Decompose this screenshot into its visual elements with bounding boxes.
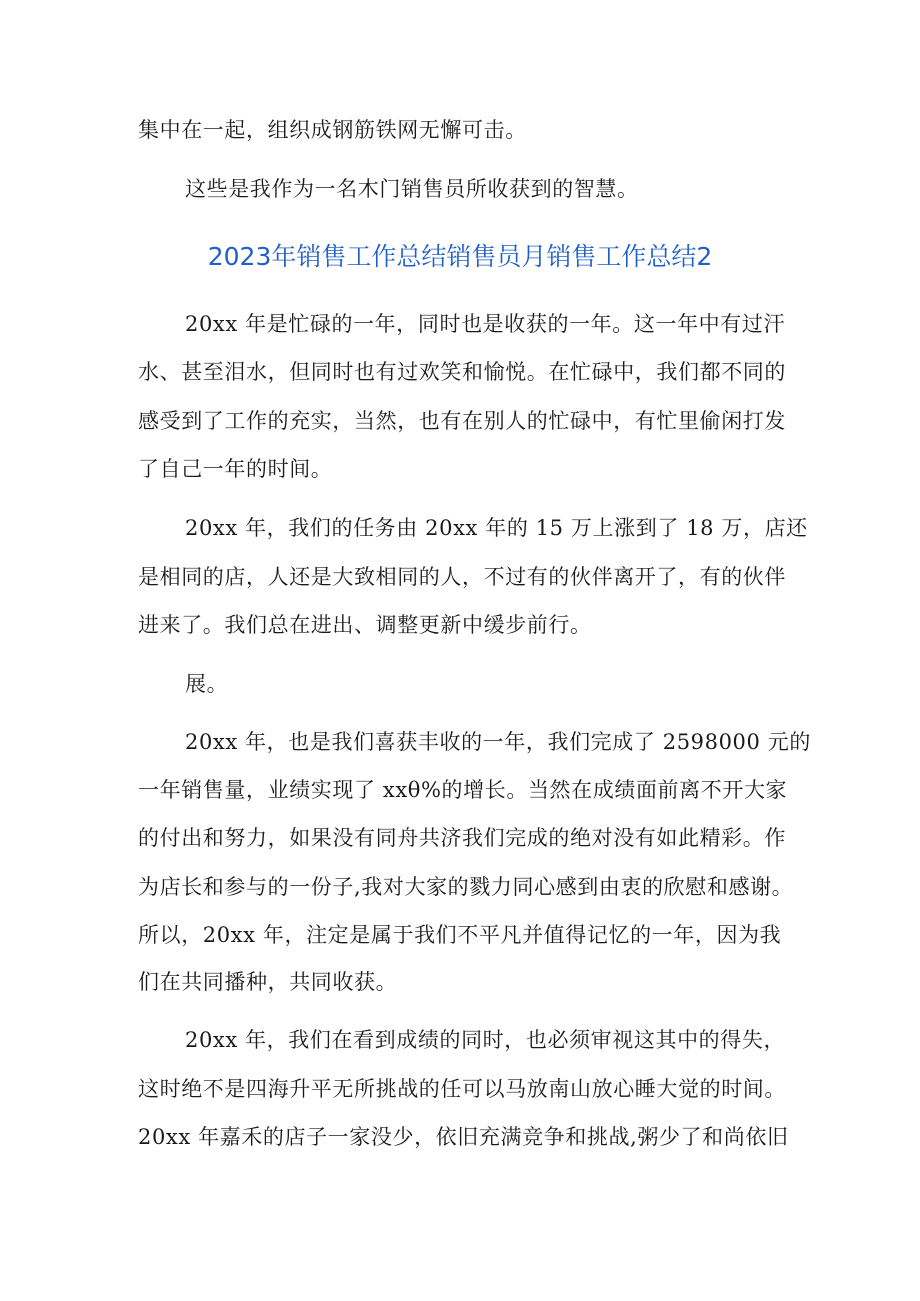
- paragraph-4-line: 一年销售量，业绩实现了 xxθ%的增长。当然在成绩面前离不开大家: [138, 778, 788, 802]
- paragraph-4-line: 的付出和努力，如果没有同舟共济我们完成的绝对没有如此精彩。作: [138, 826, 786, 850]
- paragraph-1-line: 水、甚至泪水，但同时也有过欢笑和愉悦。在忙碌中，我们都不同的: [138, 360, 786, 384]
- intro-line: 集中在一起，组织成钢筋铁网无懈可击。: [138, 118, 527, 142]
- paragraph-4-line: 为店长和参与的一份子,我对大家的戮力同心感到由衷的欣慰和感谢。: [138, 875, 794, 899]
- paragraph-2-line: 是相同的店，人还是大致相同的人，不过有的伙伴离开了，有的伙伴: [138, 565, 786, 589]
- paragraph-1-line: 感受到了工作的充实，当然，也有在别人的忙碌中，有忙里偷闲打发: [138, 409, 786, 433]
- paragraph-1-line: 了自己一年的时间。: [138, 457, 333, 481]
- paragraph-5-line: 20xx 年，我们在看到成绩的同时，也必须审视这其中的得失，: [185, 1028, 786, 1052]
- section-heading: 2023年销售工作总结销售员月销售工作总结2: [207, 242, 713, 271]
- paragraph-2-line: 20xx 年，我们的任务由 20xx 年的 15 万上涨到了 18 万，店还: [185, 516, 808, 540]
- paragraph-3-line: 展。: [185, 672, 229, 696]
- paragraph-5-line: 这时绝不是四海升平无所挑战的任可以马放南山放心睡大觉的时间。: [138, 1077, 786, 1101]
- paragraph-4-line: 20xx 年，也是我们喜获丰收的一年，我们完成了 2598000 元的: [185, 730, 811, 754]
- intro-line: 这些是我作为一名木门销售员所收获到的智慧。: [185, 177, 639, 201]
- paragraph-4-line: 所以，20xx 年，注定是属于我们不平凡并值得记忆的一年，因为我: [138, 923, 782, 947]
- paragraph-1-line: 20xx 年是忙碌的一年，同时也是收获的一年。这一年中有过汗: [185, 312, 786, 336]
- paragraph-4-line: 们在共同播种，共同收获。: [138, 970, 398, 994]
- paragraph-5-line: 20xx 年嘉禾的店子一家没少，依旧充满竞争和挑战,粥少了和尚依旧: [138, 1125, 789, 1149]
- paragraph-2-line: 进来了。我们总在进出、调整更新中缓步前行。: [138, 613, 592, 637]
